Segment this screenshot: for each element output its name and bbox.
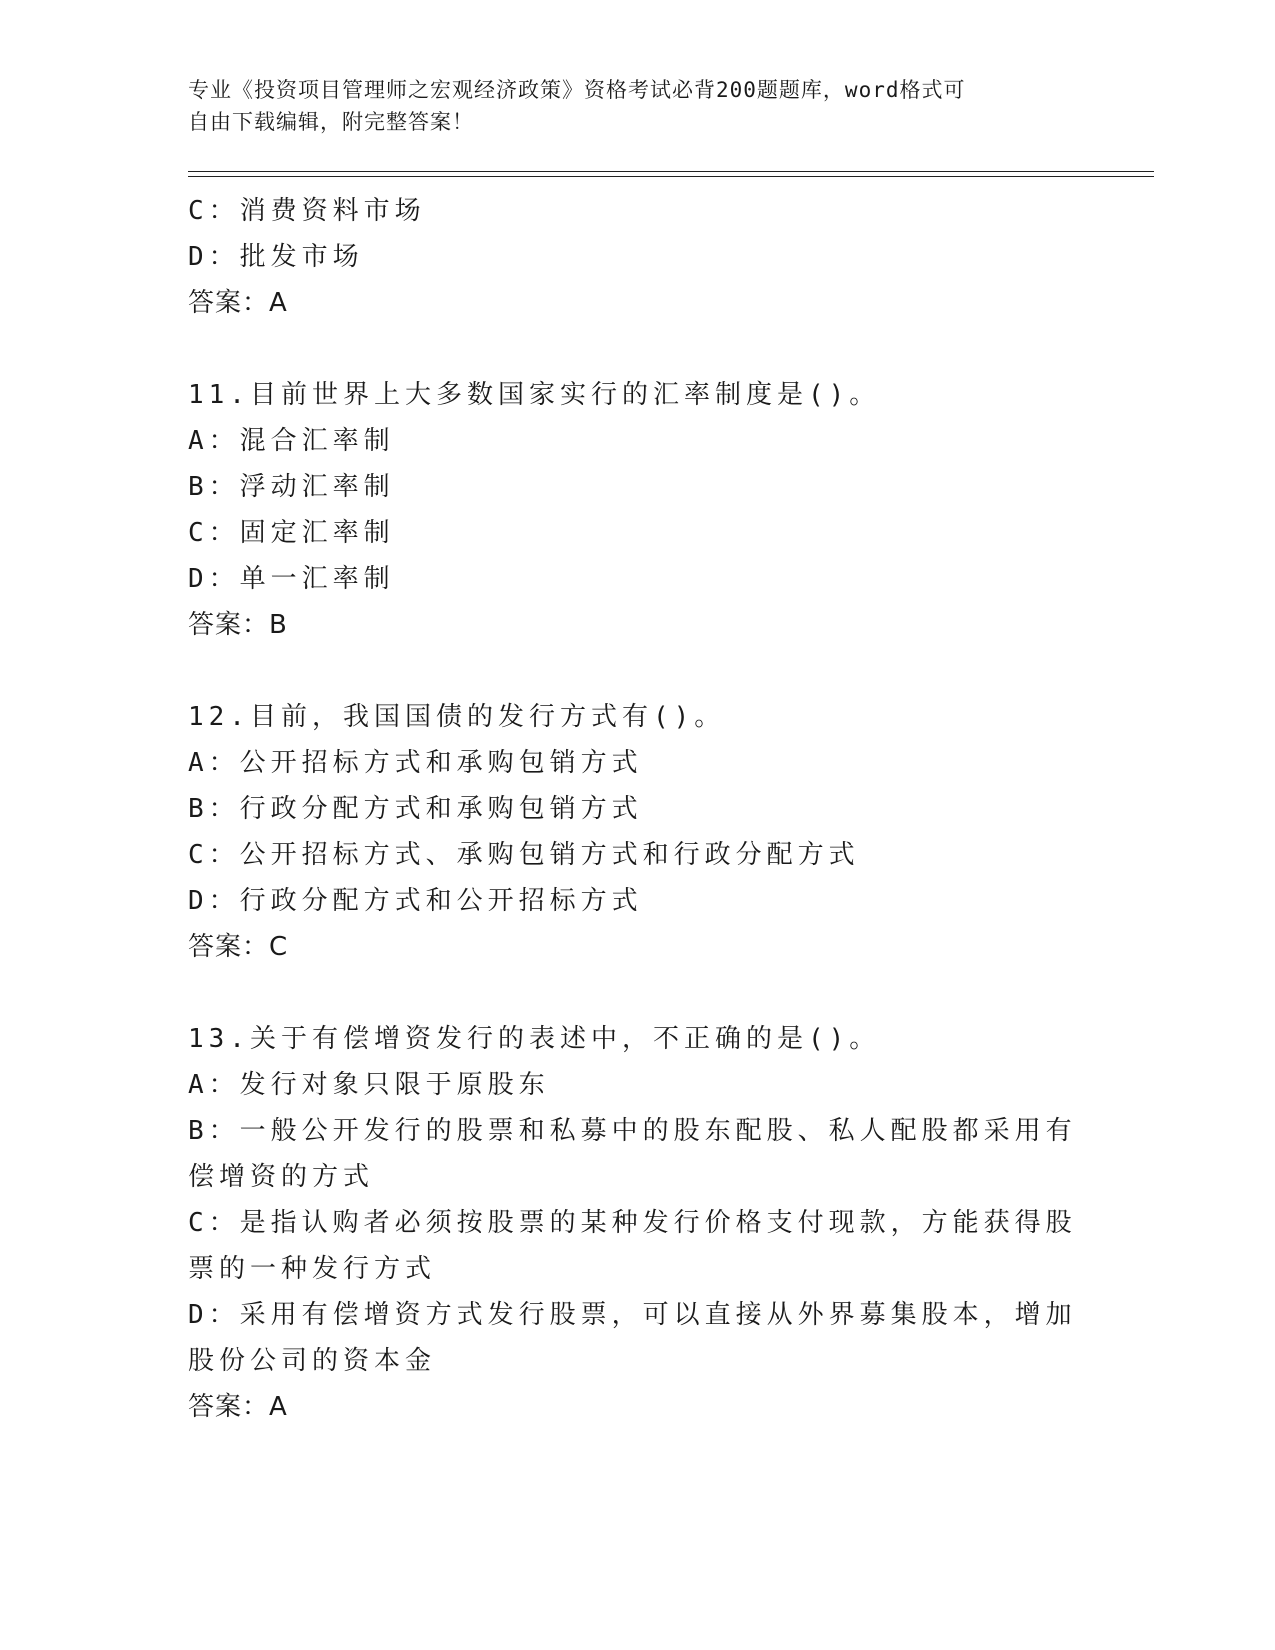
spacer (188, 648, 1088, 694)
option-c: C：消费资料市场 (188, 196, 426, 226)
header-title-line-1: 专业《投资项目管理师之宏观经济政策》资格考试必背200题题库，word格式可 (188, 78, 966, 102)
document-header (188, 74, 1068, 138)
option-d: D：行政分配方式和公开招标方式 (188, 886, 643, 916)
question-13 (188, 1016, 1088, 1430)
document-body (188, 188, 1088, 1430)
spacer (188, 326, 1088, 372)
option-d: D：采用有偿增资方式发行股票，可以直接从外界募集股本，增加股份公司的资本金 (188, 1300, 1077, 1376)
option-c: C：是指认购者必须按股票的某种发行价格支付现款，方能获得股票的一种发行方式 (188, 1208, 1077, 1284)
option-a: A：混合汇率制 (188, 426, 395, 456)
option-a: A：公开招标方式和承购包销方式 (188, 748, 643, 778)
answer: 答案：C (188, 932, 289, 962)
option-c: C：固定汇率制 (188, 518, 395, 548)
option-a: A：发行对象只限于原股东 (188, 1070, 550, 1100)
option-b: B：一般公开发行的股票和私募中的股东配股、私人配股都采用有偿增资的方式 (188, 1116, 1077, 1192)
question-stem: 11.目前世界上大多数国家实行的汇率制度是()。 (188, 380, 881, 410)
question-stem: 12.目前，我国国债的发行方式有()。 (188, 702, 726, 732)
header-title-line-2: 自由下载编辑，附完整答案！ (188, 110, 474, 134)
header-rule-top (188, 171, 1154, 172)
question-12 (188, 694, 1088, 970)
option-d: D：批发市场 (188, 242, 364, 272)
question-stem: 13.关于有偿增资发行的表述中，不正确的是()。 (188, 1024, 881, 1054)
header-rule-bottom (188, 176, 1154, 177)
answer: 答案：A (188, 288, 288, 318)
spacer (188, 970, 1088, 1016)
answer: 答案：B (188, 610, 288, 640)
previous-question-tail (188, 188, 1088, 326)
question-11 (188, 372, 1088, 648)
option-b: B：行政分配方式和承购包销方式 (188, 794, 643, 824)
option-d: D：单一汇率制 (188, 564, 395, 594)
option-b: B：浮动汇率制 (188, 472, 395, 502)
answer: 答案：A (188, 1392, 288, 1422)
option-c: C：公开招标方式、承购包销方式和行政分配方式 (188, 840, 860, 870)
